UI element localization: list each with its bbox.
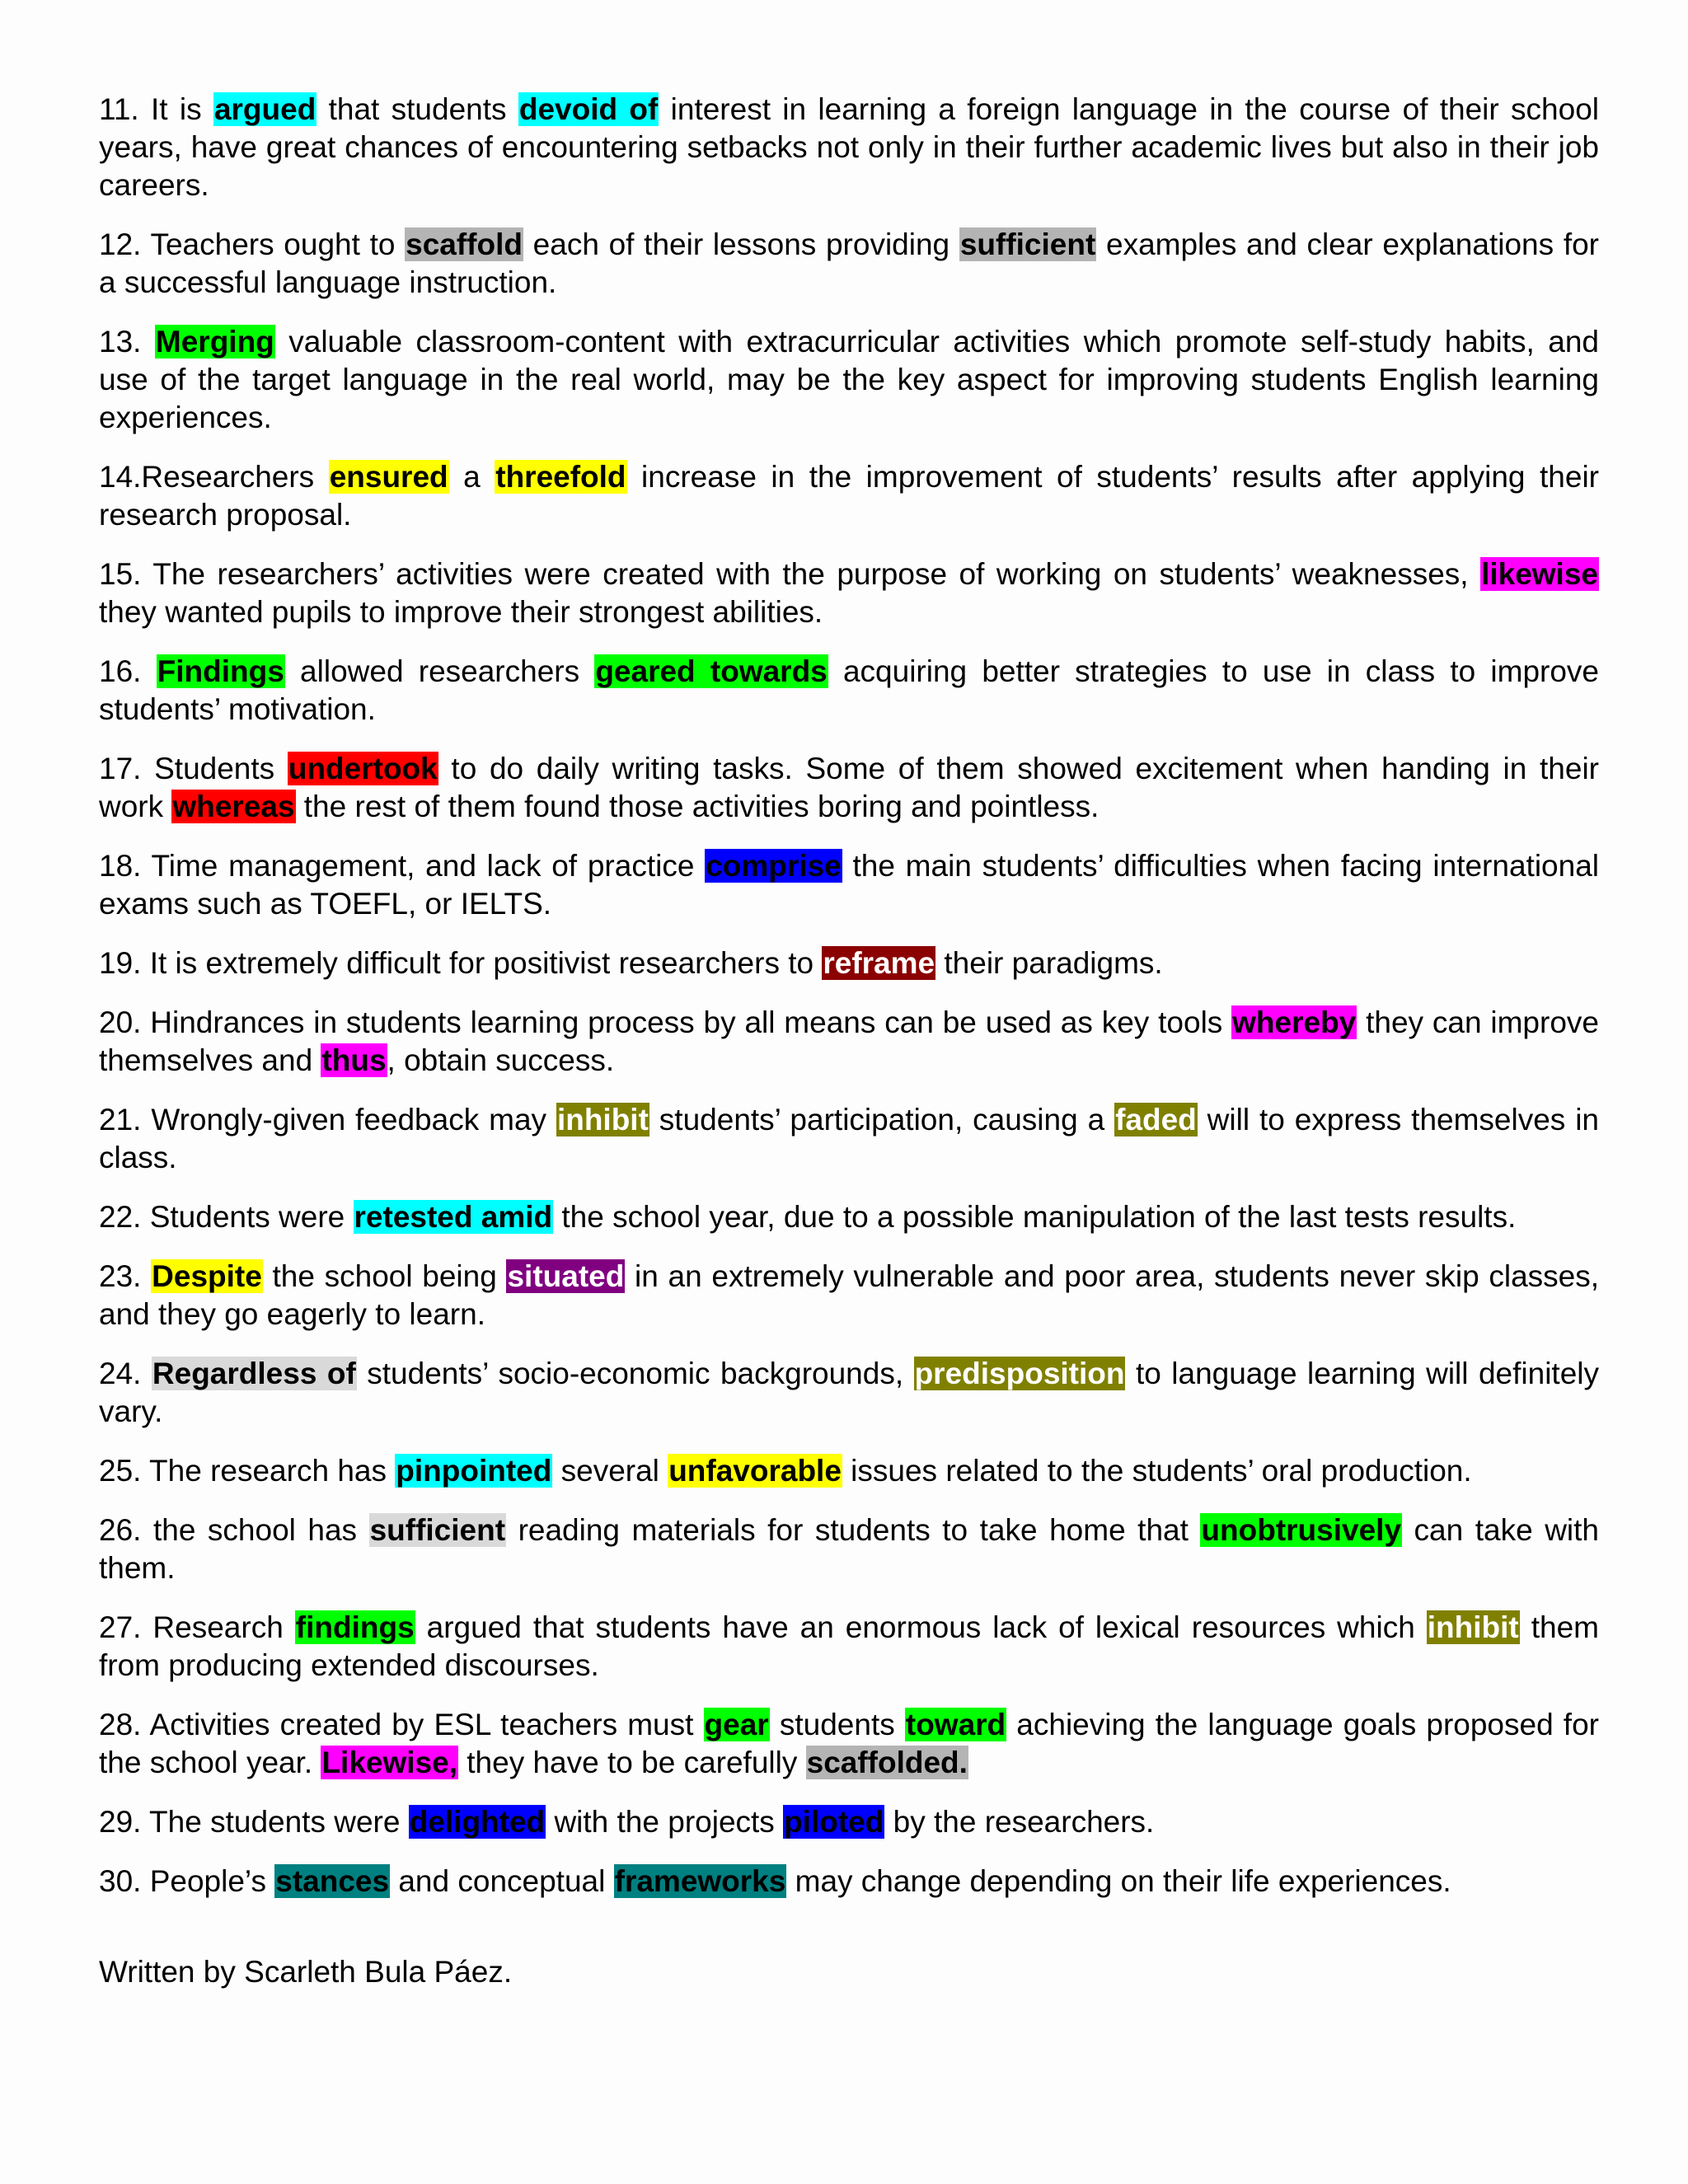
numbered-paragraph [99,458,1599,534]
highlighted-term: sufficient [959,227,1096,261]
highlighted-term: undertook [288,752,438,785]
paragraph-text: 24. [99,1357,152,1390]
paragraph-text: can take with them. [99,1513,1599,1585]
paragraph-text: achieving the language goals proposed for the school year. [99,1708,1599,1779]
numbered-paragraph [99,323,1599,437]
highlighted-term: Despite [152,1259,262,1293]
paragraph-text: their paradigms. [935,946,1163,980]
paragraph-text: students [769,1708,905,1741]
numbered-paragraph [99,1609,1599,1685]
highlighted-term: unobtrusively [1201,1513,1402,1547]
paragraph-text: students’ participation, causing a [649,1103,1115,1137]
highlighted-term: scaffold [406,227,523,261]
numbered-paragraph [99,91,1599,204]
highlighted-term: likewise [1481,557,1598,591]
highlighted-term: frameworks [614,1864,786,1898]
paragraph-text: 20. Hindrances in students learning process by all means can be used as key tools [99,1005,1232,1039]
numbered-paragraph [99,1706,1599,1782]
paragraph-text: 28. Activities created by ESL teachers must [99,1708,704,1741]
highlighted-term: reframe [823,946,935,980]
paragraph-text: and conceptual [390,1864,614,1898]
paragraph-text: 11. It is [99,92,213,126]
paragraph-text: a [448,460,495,494]
paragraph-text: by the researchers. [884,1805,1155,1839]
numbered-paragraph [99,944,1599,982]
highlighted-term: whereby [1232,1005,1357,1039]
paragraph-text: 29. The students were [99,1805,409,1839]
numbered-paragraph [99,1004,1599,1080]
numbered-paragraph [99,1803,1599,1841]
highlighted-term: findings [295,1610,415,1644]
paragraph-text: 18. Time management, and lack of practice [99,849,706,883]
paragraph-text: 30. People’s [99,1864,275,1898]
paragraph-text: the school being [262,1259,507,1293]
highlighted-term: Regardless of [152,1357,356,1390]
numbered-paragraph [99,1101,1599,1177]
highlighted-term: sufficient [369,1513,506,1547]
highlighted-term: retested amid [354,1200,553,1234]
paragraph-text: will to express themselves in class. [99,1103,1600,1174]
paragraph-text: interest in learning a foreign language in the course of their school years, have great chances of encountering setbacks not only in their further academic lives but also in their job careers. [99,92,1599,202]
paragraph-text: valuable classroom-content with extracurricular activities which promote self-study habits, and use of the target language in the real world, may be the key aspect for improving students English learning experiences. [99,325,1600,434]
paragraph-text: 25. The research has [99,1454,396,1488]
highlighted-term: ensured [329,460,448,494]
numbered-paragraph [99,555,1599,631]
paragraph-text: increase in the improvement of students’ results after applying their research proposal. [99,460,1599,532]
paragraph-text: they have to be carefully [457,1746,806,1779]
highlighted-term: toward [905,1708,1006,1741]
paragraph-text: allowed researchers [284,654,595,688]
paragraph-text: acquiring better strategies to use in class to improve students’ motivation. [99,654,1599,726]
paragraph-text: 13. [99,325,155,359]
highlighted-term: devoid of [518,92,659,126]
document-body [99,91,1599,1922]
numbered-paragraph [99,1863,1599,1900]
highlighted-term: comprise [706,849,842,883]
numbered-paragraph [99,1198,1599,1236]
highlighted-term: situated [507,1259,625,1293]
paragraph-text: 27. Research [99,1610,295,1644]
numbered-paragraph [99,1511,1599,1587]
paragraph-text: 21. Wrongly-given feedback may [99,1103,556,1137]
paragraph-text: that students [316,92,518,126]
highlighted-term: inhibit [556,1103,649,1137]
paragraph-text: reading materials for students to take home that [506,1513,1201,1547]
highlighted-term: predisposition [914,1357,1125,1390]
paragraph-text: may change depending on their life experiences. [786,1864,1451,1898]
paragraph-text: they wanted pupils to improve their strongest abilities. [99,595,823,629]
numbered-paragraph [99,1355,1599,1431]
paragraph-text: 16. [99,654,157,688]
paragraph-text: , obtain success. [387,1043,615,1077]
paragraph-text: the school year, due to a possible manipulation of the last tests results. [553,1200,1517,1234]
paragraph-text: the main students’ difficulties when facing international exams such as TOEFL, or IELTS. [99,849,1599,921]
paragraph-text: the rest of them found those activities boring and pointless. [295,790,1100,823]
highlighted-term: faded [1115,1103,1197,1137]
highlighted-term: pinpointed [396,1454,552,1488]
highlighted-term: unfavorable [668,1454,842,1488]
numbered-paragraph [99,847,1599,923]
paragraph-text: 26. the school has [99,1513,369,1547]
highlighted-term: scaffolded. [806,1746,968,1779]
numbered-paragraph [99,750,1599,826]
paragraph-text: each of their lessons providing [523,227,959,261]
highlighted-term: threefold [495,460,626,494]
paragraph-text: 15. The researchers’ activities were created with the purpose of working on students’ weaknesses, [99,557,1481,591]
paragraph-text: them from producing extended discourses. [99,1610,1599,1682]
paragraph-text: 17. Students [99,752,288,785]
highlighted-term: gear [704,1708,769,1741]
paragraph-text: with the projects [546,1805,784,1839]
highlighted-term: Likewise, [321,1746,457,1779]
numbered-paragraph [99,653,1599,729]
paragraph-text: 19. It is extremely difficult for positivist researchers to [99,946,823,980]
numbered-paragraph [99,1452,1599,1490]
highlighted-term: thus [321,1043,387,1077]
paragraph-text: examples and clear explanations for a successful language instruction. [99,227,1599,299]
paragraph-text: several [552,1454,668,1488]
paragraph-text: 22. Students were [99,1200,354,1234]
highlighted-term: inhibit [1427,1610,1519,1644]
highlighted-term: argued [213,92,316,126]
paragraph-text: they can improve themselves and [99,1005,1599,1077]
paragraph-text: to language learning will definitely vary. [99,1357,1599,1428]
signature-line: Written by Scarleth Bula Páez. [99,1955,513,1989]
paragraph-text: 23. [99,1259,152,1293]
paragraph-text: to do daily writing tasks. Some of them showed excitement when handing in their work [99,752,1599,823]
paragraph-text: 12. Teachers ought to [99,227,406,261]
highlighted-term: Merging [155,325,274,359]
paragraph-text: in an extremely vulnerable and poor area, students never skip classes, and they go eagerly to learn. [99,1259,1599,1331]
paragraph-text: 14.Researchers [99,460,329,494]
highlighted-term: stances [275,1864,390,1898]
paragraph-text: students’ socio-economic backgrounds, [356,1357,914,1390]
numbered-paragraph [99,226,1599,302]
highlighted-term: piloted [784,1805,884,1839]
highlighted-term: Findings [157,654,284,688]
paragraph-text: argued that students have an enormous lack of lexical resources which [415,1610,1427,1644]
numbered-paragraph [99,1258,1599,1333]
highlighted-term: whereas [172,790,295,823]
highlighted-term: geared towards [595,654,828,688]
paragraph-text: issues related to the students’ oral production. [842,1454,1472,1488]
highlighted-term: delighted [409,1805,546,1839]
